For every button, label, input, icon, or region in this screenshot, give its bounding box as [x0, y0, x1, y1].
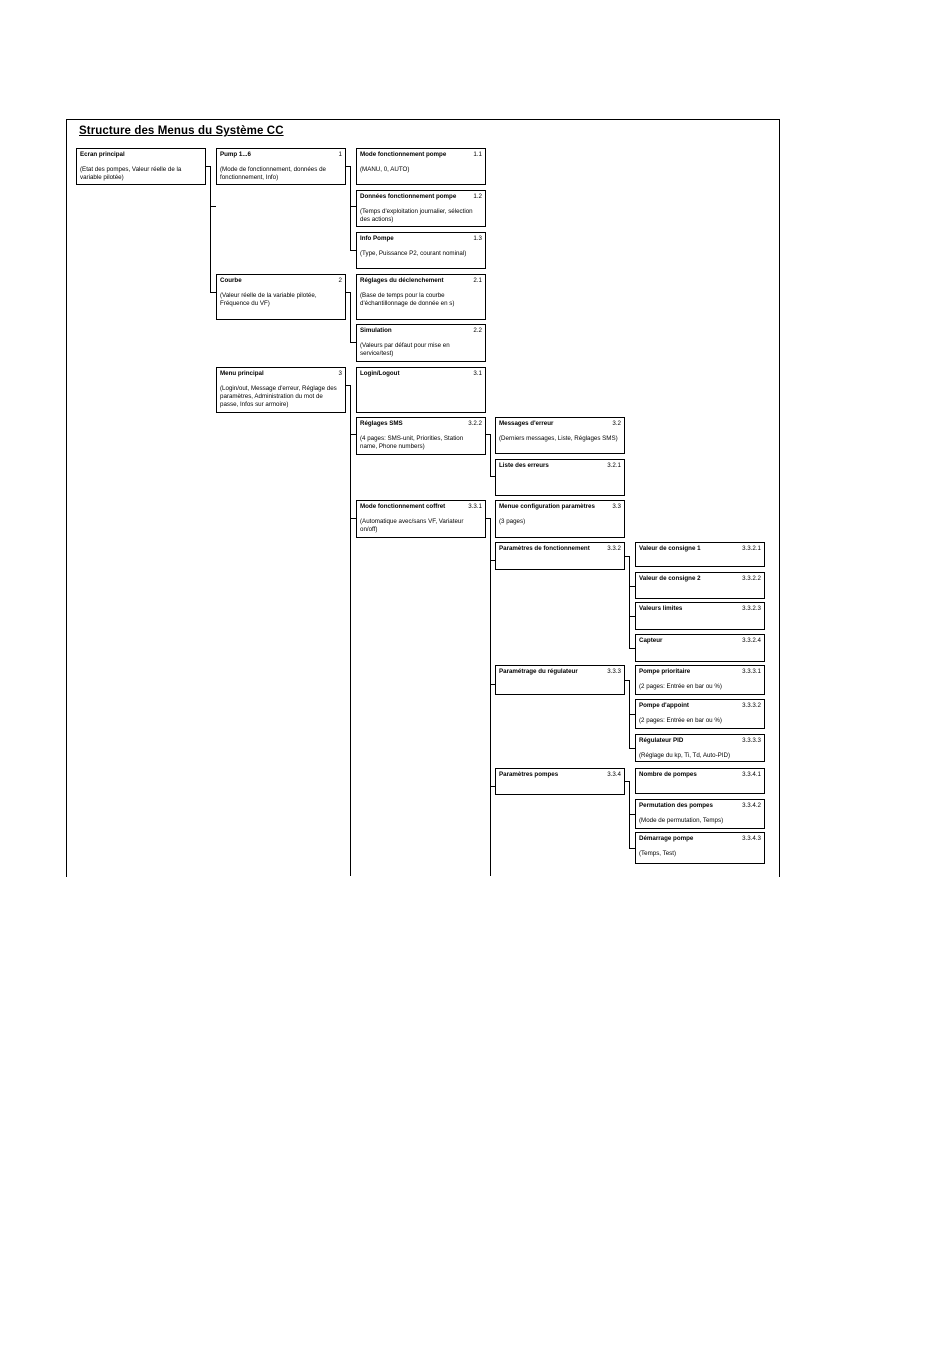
menu-node-header	[220, 370, 342, 378]
menu-node-description: (Mode de fonctionnement, données de fonctionnement, Info)	[220, 165, 326, 181]
connector-line	[350, 434, 356, 435]
menu-node-name: Capteur	[639, 637, 663, 644]
menu-node-header	[360, 193, 482, 201]
menu-node-code: 1.3	[473, 235, 482, 242]
connector-line	[490, 434, 491, 476]
menu-node	[495, 768, 625, 795]
menu-node-code: 1	[338, 151, 342, 158]
connector-line	[629, 648, 635, 649]
connector-line	[629, 748, 635, 749]
menu-node-header	[499, 462, 621, 470]
connector-line	[210, 292, 216, 293]
menu-node-description: (Valeurs par défaut pour mise en service/test)	[360, 341, 450, 357]
menu-node-name: Permutation des pompes	[639, 802, 713, 809]
menu-node	[356, 232, 486, 269]
menu-node	[356, 274, 486, 320]
menu-node	[216, 148, 346, 185]
connector-line	[350, 518, 356, 519]
menu-node-code: 3.2.2	[468, 420, 482, 427]
menu-node-description: (2 pages: Entrée en bar ou %)	[639, 682, 722, 690]
menu-node	[635, 602, 765, 630]
menu-node-name: Mode fonctionnement coffret	[360, 503, 446, 510]
menu-node	[635, 799, 765, 829]
menu-node-name: Login/Logout	[360, 370, 400, 377]
menu-node-code: 1.1	[473, 151, 482, 158]
menu-node-description: (Base de temps pour la courbe d'échantillonnage de donnée en s)	[360, 291, 455, 307]
menu-node-name: Réglages SMS	[360, 420, 403, 427]
connector-line	[350, 292, 351, 342]
menu-node	[635, 734, 765, 762]
menu-node-name: Réglages du déclenchement	[360, 277, 444, 284]
menu-node-name: Mode fonctionnement pompe	[360, 151, 447, 158]
menu-node-header	[639, 771, 761, 779]
menu-node-name: Valeur de consigne 2	[639, 575, 701, 582]
menu-node-code: 3.3.2	[607, 545, 621, 552]
menu-node-code: 3.3.3.2	[742, 702, 761, 709]
menu-node-header	[639, 605, 761, 613]
menu-node-name: Menu principal	[220, 370, 264, 377]
menu-node-name: Messages d'erreur	[499, 420, 554, 427]
connector-line	[629, 814, 635, 815]
menu-node-description: (Temps, Test)	[639, 849, 677, 857]
menu-node-code: 3	[338, 370, 342, 377]
menu-node-description: (Temps d'exploitation journalier, sélection des actions)	[360, 207, 473, 223]
menu-node-name: Info Pompe	[360, 235, 394, 242]
menu-node-name: Données fonctionnement pompe	[360, 193, 457, 200]
menu-node-name: Simulation	[360, 327, 392, 334]
connector-line	[629, 616, 635, 617]
menu-node-header	[639, 575, 761, 583]
menu-node-code: 3.3.2.2	[742, 575, 761, 582]
menu-node-header	[220, 277, 342, 285]
menu-node-code: 2.2	[473, 327, 482, 334]
menu-node-header	[639, 835, 761, 843]
menu-node	[635, 832, 765, 864]
menu-node-header	[639, 802, 761, 810]
menu-node	[635, 665, 765, 695]
menu-node	[356, 367, 486, 413]
menu-node	[495, 665, 625, 695]
connector-line	[490, 518, 491, 876]
menu-node	[356, 500, 486, 538]
menu-node-code: 3.3.2.4	[742, 637, 761, 644]
menu-node-code: 3.2.1	[607, 462, 621, 469]
diagram-title: Structure des Menus du Système CC	[79, 125, 284, 137]
menu-node-description: (Mode de permutation, Temps)	[639, 816, 724, 824]
menu-node-code: 3.3.4.2	[742, 802, 761, 809]
menu-node	[495, 542, 625, 570]
menu-node-name: Démarrage pompe	[639, 835, 694, 842]
menu-node-description: (Login/out, Message d'erreur, Réglage des paramètres, Administration du mot de passe, Infos sur armoire)	[220, 384, 337, 408]
connector-line	[490, 560, 495, 561]
menu-node	[635, 699, 765, 729]
menu-node-name: Valeurs limites	[639, 605, 683, 612]
menu-node-name: Nombre de pompes	[639, 771, 697, 778]
menu-node-description: (Automatique avec/sans VF, Variateur on/off)	[360, 517, 464, 533]
menu-node	[356, 190, 486, 227]
menu-node-header	[499, 420, 621, 428]
menu-node-code: 3.3.4.1	[742, 771, 761, 778]
connector-line	[350, 206, 356, 207]
menu-node-header	[639, 737, 761, 745]
menu-node	[495, 459, 625, 496]
menu-node-name: Menue configuration paramètres	[499, 503, 595, 510]
menu-node-name: Paramètres pompes	[499, 771, 559, 778]
menu-node-name: Ecran principal	[80, 151, 125, 158]
menu-node-description: (2 pages: Entrée en bar ou %)	[639, 716, 722, 724]
menu-node	[356, 324, 486, 362]
menu-node-code: 3.3.3.1	[742, 668, 761, 675]
menu-node	[356, 148, 486, 185]
menu-node-description: (4 pages: SMS-unit, Priorities, Station name, Phone numbers)	[360, 434, 464, 450]
menu-node-header	[80, 151, 202, 159]
menu-node	[216, 367, 346, 413]
menu-node-header	[360, 420, 482, 428]
connector-line	[350, 385, 351, 876]
menu-node-code: 2	[338, 277, 342, 284]
menu-node-header	[360, 370, 482, 378]
menu-node-code: 3.2	[612, 420, 621, 427]
menu-node-code: 3.3.1	[468, 503, 482, 510]
menu-node-code: 2.1	[473, 277, 482, 284]
menu-node-header	[360, 277, 482, 285]
menu-node	[495, 500, 625, 538]
menu-node-code: 3.3.2.3	[742, 605, 761, 612]
menu-node-header	[220, 151, 342, 159]
menu-node-name: Valeur de consigne 1	[639, 545, 701, 552]
menu-node-header	[360, 151, 482, 159]
connector-line	[629, 848, 635, 849]
menu-node-name: Liste des erreurs	[499, 462, 549, 469]
connector-line	[490, 684, 495, 685]
menu-node-name: Pompe prioritaire	[639, 668, 691, 675]
menu-node-header	[499, 668, 621, 676]
menu-node-description: (Réglage du kp, Ti, Td, Auto-PID)	[639, 751, 731, 759]
menu-node-header	[639, 702, 761, 710]
menu-node-name: Régulateur PID	[639, 737, 684, 744]
menu-node-description: (Etat des pompes, Valeur réelle de la variable pilotée)	[80, 165, 182, 181]
connector-line	[629, 586, 635, 587]
menu-node-name: Pump 1...6	[220, 151, 251, 158]
menu-node-name: Paramétrage du régulateur	[499, 668, 578, 675]
menu-node-header	[499, 771, 621, 779]
menu-node-code: 3.3.4.3	[742, 835, 761, 842]
menu-node-header	[639, 668, 761, 676]
connector-line	[629, 714, 635, 715]
connector-line	[350, 250, 356, 251]
connector-line	[210, 206, 216, 207]
connector-line	[490, 786, 495, 787]
menu-node-code: 1.2	[473, 193, 482, 200]
menu-node-description: (Derniers messages, Liste, Réglages SMS)	[499, 434, 618, 442]
connector-line	[629, 556, 630, 648]
menu-node-header	[499, 545, 621, 553]
menu-node-description: (MANU, 0, AUTO)	[360, 165, 410, 173]
menu-node	[356, 417, 486, 455]
menu-node	[635, 634, 765, 662]
menu-node-code: 3.3.4	[607, 771, 621, 778]
menu-node-name: Pompe d'appoint	[639, 702, 689, 709]
menu-node	[635, 542, 765, 567]
menu-node-header	[360, 327, 482, 335]
menu-node-code: 3.3	[612, 503, 621, 510]
menu-node	[635, 572, 765, 599]
menu-node-code: 3.3.2.1	[742, 545, 761, 552]
menu-node	[216, 274, 346, 320]
menu-node-code: 3.3.3	[607, 668, 621, 675]
menu-node-header	[639, 637, 761, 645]
menu-node-description: (Valeur réelle de la variable pilotée, Fréquence du VF)	[220, 291, 317, 307]
menu-node-name: Paramètres de fonctionnement	[499, 545, 590, 552]
menu-node-header	[360, 235, 482, 243]
menu-node-header	[360, 503, 482, 511]
menu-node	[76, 148, 206, 185]
menu-node	[635, 768, 765, 794]
menu-node-description: (3 pages)	[499, 517, 526, 525]
connector-line	[350, 342, 356, 343]
menu-node-header	[639, 545, 761, 553]
menu-node-name: Courbe	[220, 277, 242, 284]
menu-node	[495, 417, 625, 454]
menu-node-code: 3.1	[473, 370, 482, 377]
connector-line	[350, 166, 351, 250]
menu-node-description: (Type, Puissance P2, courant nominal)	[360, 249, 467, 257]
menu-node-header	[499, 503, 621, 511]
connector-line	[210, 166, 211, 292]
connector-line	[490, 476, 495, 477]
menu-node-code: 3.3.3.3	[742, 737, 761, 744]
